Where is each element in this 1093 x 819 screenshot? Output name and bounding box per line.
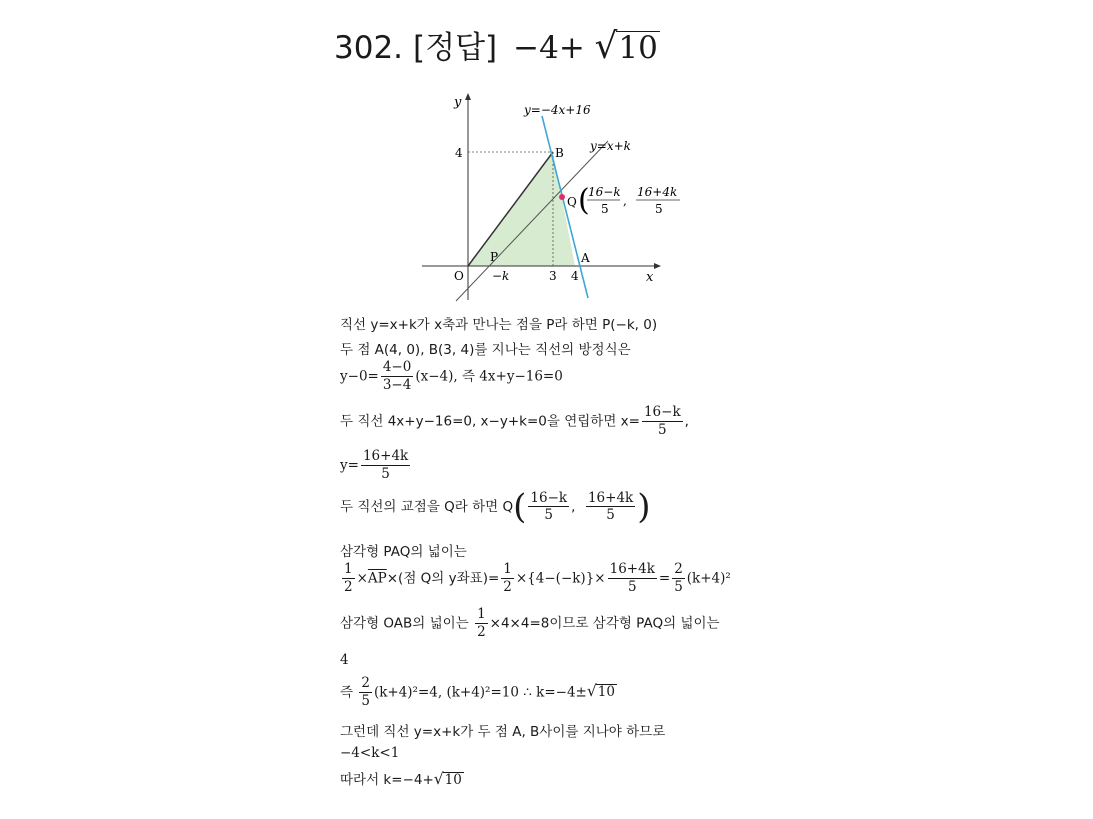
line1-label: y=−4x+16	[524, 103, 591, 117]
fraction: $\frac{16-k}{5}$	[530, 489, 568, 524]
point-b-label: B	[555, 146, 564, 160]
answer-header	[334, 22, 660, 70]
y-axis-label: y	[454, 95, 462, 110]
solution-line-10: 4	[340, 652, 349, 668]
segment-ap: $\overline{AP}$	[367, 570, 387, 587]
fraction: $\frac{16-k}{5}$	[643, 404, 681, 438]
solution-line-2: 두 점 A(4, 0), B(3, 4)를 지나는 직선의 방정식은	[340, 342, 631, 358]
q-num2: 16+4k	[637, 185, 678, 199]
q-comma: ,	[623, 194, 627, 208]
solution-line-5: y= $\frac{16+4k}{5}$	[340, 448, 409, 482]
tick-y4-label: 4	[455, 146, 463, 160]
q-den1: 5	[601, 202, 609, 216]
fraction: $\frac{1}{2}$	[503, 561, 512, 595]
solution-line-7: 삼각형 PAQ의 넓이는	[340, 544, 467, 560]
answer-prefix: −4+	[513, 30, 585, 66]
solution-line-11: 즉 $\frac{2}{5}$ (k+4)²=4, (k+4)²=10 ∴ k=−4± √ 10	[340, 675, 615, 709]
x-axis-arrow	[654, 263, 661, 269]
line2-label: y=x+k	[590, 139, 631, 153]
answer-sqrt: √ 10	[594, 26, 658, 67]
line-y-eq-x-plus-k	[456, 141, 608, 301]
fraction: $\frac{16+4k}{5}$	[362, 448, 409, 482]
fraction: $\frac{16+4k}{5}$	[609, 561, 655, 595]
tick-x3-label: 3	[549, 269, 557, 283]
answer-value	[513, 26, 660, 67]
point-q-marker	[559, 194, 565, 200]
point-q-label: Q	[567, 195, 577, 209]
solution-line-4: 두 직선 4x+y−16=0, x−y+k=0을 연립하면 x= $\frac{16-k}{5}$ ,	[340, 404, 689, 438]
solution-line-14: 따라서 k=−4+ √ 10	[340, 770, 462, 788]
sqrt: √ 10	[433, 770, 462, 788]
solution-line-8: $\frac{1}{2}$ $\times\overline{AP}\times$(점 Q의 y좌표)= $\frac{1}{2}$ ×{4−(−k)}× $\frac{16+4k}{5}$ = $\frac{2}{5}$ (k+4)²	[344, 561, 731, 595]
solution-line-12: 그런데 직선 y=x+k가 두 점 A, B사이를 지나야 하므로	[340, 724, 666, 740]
solution-line-1: 직선 y=x+k가 x축과 만나는 점을 P라 하면 P(−k, 0)	[340, 317, 658, 333]
fraction: $\frac{16+4k}{5}$	[587, 489, 634, 524]
solution-line-3: y−0= $\frac{4-0}{3-4}$ (x−4), 즉 4x+y−16=0	[340, 359, 563, 393]
point-p-label: P	[490, 250, 499, 264]
point-a-label: A	[581, 251, 590, 265]
graph-figure	[418, 86, 680, 304]
answer-tag: [정답]	[413, 30, 498, 66]
fraction: $\frac{2}{5}$	[674, 561, 683, 595]
fraction: $\frac{2}{5}$	[361, 675, 370, 709]
fraction: $\frac{4-0}{3-4}$	[382, 359, 412, 393]
problem-number: 302.	[334, 30, 404, 66]
q-lparen: (	[578, 183, 590, 218]
tick-neg-k-label: −k	[492, 269, 510, 283]
sqrt: √ 10	[586, 682, 615, 701]
triangle-oab	[468, 152, 575, 266]
x-axis-label: x	[646, 270, 654, 285]
q-num1: 16−k	[588, 185, 621, 199]
solution-line-6: 두 직선의 교점을 Q라 하면 Q( $\frac{16-k}{5}$ , $\frac{16+4k}{5}$ )	[340, 487, 651, 527]
q-den2: 5	[655, 202, 663, 216]
answer-radicand: 10	[618, 30, 658, 66]
fraction: $\frac{1}{2}$	[477, 606, 486, 640]
origin-label: O	[454, 269, 464, 283]
tick-x4-label: 4	[571, 269, 579, 283]
y-axis-arrow	[465, 93, 471, 100]
solution-line-9: 삼각형 OAB의 넓이는 $\frac{1}{2}$ ×4×4=8이므로 삼각형 PAQ의 넓이는	[340, 606, 720, 640]
fraction: $\frac{1}{2}$	[344, 561, 353, 595]
solution-line-13: −4<k<1	[340, 745, 400, 761]
